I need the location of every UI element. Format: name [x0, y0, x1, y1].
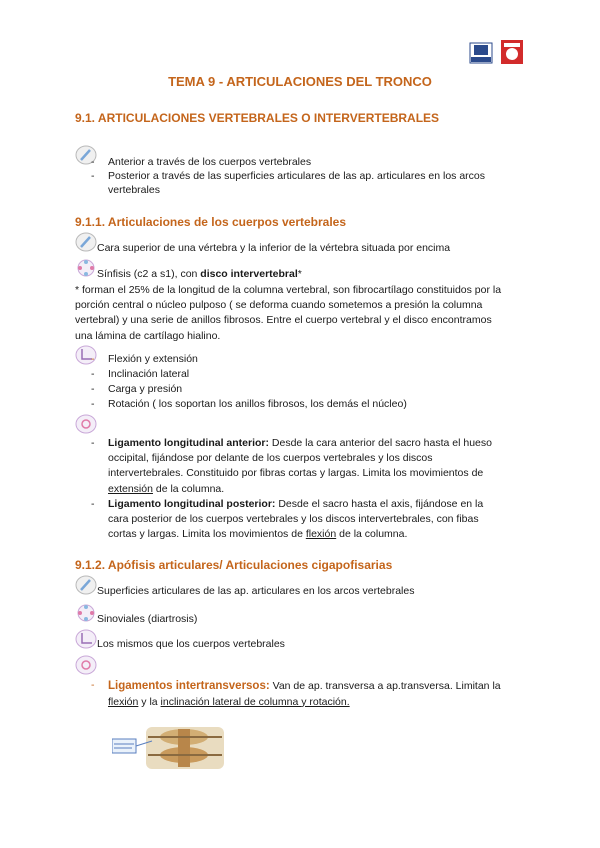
- university-logo-icon: [468, 40, 494, 66]
- list-item-continuation: vertebrales: [108, 184, 160, 196]
- list-item: - Flexión y extensión: [91, 353, 198, 365]
- joint-type-icon: [75, 603, 97, 623]
- section-heading-9-1-2: 9.1.2. Apófisis articulares/ Articulaciones cigapofisarias: [75, 558, 393, 572]
- header-logos: [468, 40, 530, 68]
- surfaces-icon: [75, 575, 97, 595]
- page-title: TEMA 9 - ARTICULACIONES DEL TRONCO: [168, 74, 432, 89]
- joint-type-text: Sínfisis (c2 a s1), con disco intervertebral*: [97, 268, 302, 280]
- list-item: - Rotación ( los soportan los anillos fibrosos, los demás el núcleo): [91, 398, 407, 410]
- ligament-icon: [75, 655, 97, 675]
- disc-note: * forman el 25% de la longitud de la columna vertebral, son fibrocartílago constituidos por la porción central o núcleo pulposo ( se deforma cuando sometemos a presión la columna vertebral) y una serie de anillos fibrosos. Entre el cuerpo vertebral y el disco encontramos una lámina de cartílago hialino.: [75, 284, 502, 342]
- list-item: - Anterior a través de los cuerpos vertebrales: [91, 156, 312, 168]
- faculty-logo-icon: [501, 40, 523, 64]
- joint-type-icon: [75, 258, 97, 278]
- movement-icon: [75, 629, 97, 649]
- ligament-anterior: - Ligamento longitudinal anterior: Desde la cara anterior del sacro hasta el hueso occipital, fijándose por delante de los cuerpos vertebrales y los discos intervertebrales. Constituido por fibras cortas y largas. Limita los movimientos de extensión de la columna.: [91, 437, 492, 495]
- ligament-intertransverse: - Ligamentos intertransversos: Van de ap. transversa a ap.transversa. Limitan la flexión y la inclinación lateral de columna y rotación.: [91, 679, 501, 708]
- list-item: - Inclinación lateral: [91, 368, 190, 380]
- ligament-posterior: - Ligamento longitudinal posterior: Desde el sacro hasta el axis, fijándose en la cara posterior de los cuerpos vertebrales y los discos intervertebrales, con fibas cortas y largas. Limita los movimientos de flexión de la columna.: [91, 498, 484, 541]
- section-heading-9-1-1: 9.1.1. Articulaciones de los cuerpos vertebrales: [75, 215, 347, 229]
- surfaces-text: Superficies articulares de las ap. articulares en los arcos vertebrales: [97, 585, 415, 597]
- list-item: - Carga y presión: [91, 383, 183, 395]
- section-heading-9-1: 9.1. ARTICULACIONES VERTEBRALES O INTERVERTEBRALES: [75, 111, 440, 125]
- movement-text: Los mismos que los cuerpos vertebrales: [97, 638, 285, 650]
- surfaces-text: Cara superior de una vértebra y la inferior de la vértebra situada por encima: [97, 242, 451, 254]
- list-item: - Posterior a través de las superficies articulares de las ap. articulares en los arcos: [91, 170, 486, 182]
- surfaces-icon: [75, 232, 97, 252]
- ligament-icon: [75, 414, 97, 434]
- spine-illustration: [112, 723, 232, 771]
- joint-type-text: Sinoviales (diartrosis): [97, 613, 198, 625]
